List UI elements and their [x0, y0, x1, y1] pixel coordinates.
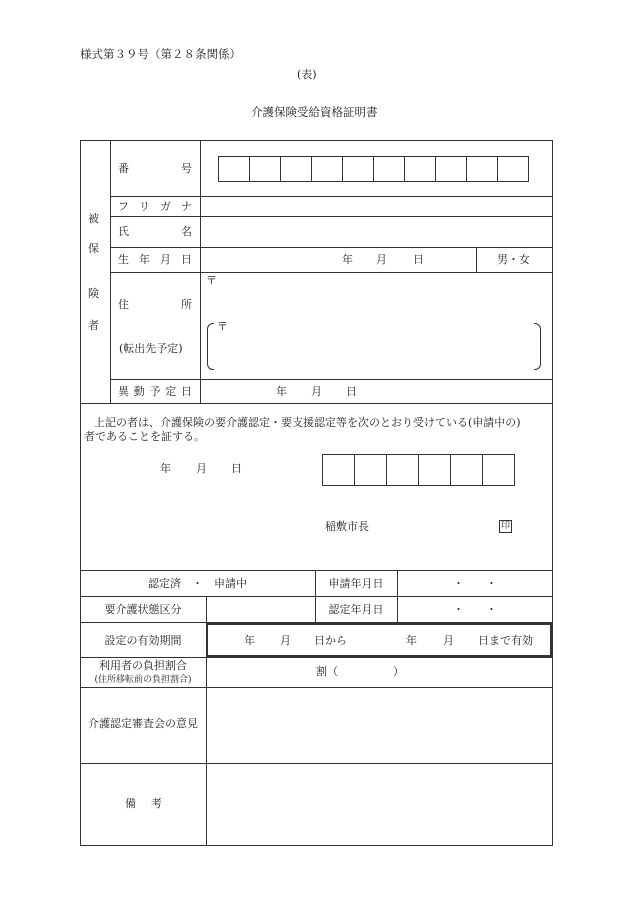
number-digit-box[interactable]: [435, 156, 467, 182]
validity-to-month: 月: [443, 634, 454, 647]
validity-label: 設定の有効期間: [104, 634, 182, 647]
address-field[interactable]: [202, 288, 551, 314]
postal-mark-transfer: 〒: [217, 320, 228, 333]
cert-day: 日: [231, 462, 242, 475]
cert-digit-box[interactable]: [386, 454, 419, 486]
number-digit-box[interactable]: [311, 156, 343, 182]
transfer-address-field[interactable]: [216, 334, 531, 368]
validity-to-year: 年: [406, 634, 417, 647]
name-field[interactable]: [202, 218, 551, 245]
remarks-label-char: 考: [151, 797, 162, 810]
burden-value[interactable]: 割（ ）: [316, 665, 404, 678]
insured-label-char: 被: [88, 212, 99, 225]
birth-month: 月: [376, 253, 387, 266]
burden-sublabel: (住所移転前の負担割合): [94, 675, 192, 685]
change-date-label: 異 動 予 定 日: [118, 385, 192, 398]
seal-stamp: 印: [500, 521, 510, 531]
number-digit-box[interactable]: [218, 156, 250, 182]
number-digit-box[interactable]: [280, 156, 312, 182]
certification-text-line1: 上記の者は、介護保険の要介護認定・要支援認定等を次のとおり受けている(申請中の): [94, 416, 521, 429]
number-label: 番 号: [118, 162, 192, 175]
birth-year: 年: [342, 253, 353, 266]
name-label: 氏 名: [118, 225, 192, 238]
number-digit-box[interactable]: [497, 156, 529, 182]
validity-to-day: 日まで有効: [478, 634, 533, 647]
form-side: (表): [297, 68, 317, 81]
number-digit-box[interactable]: [249, 156, 281, 182]
right-bracket: [534, 323, 541, 370]
remarks-field[interactable]: [208, 765, 551, 844]
cert-digit-box[interactable]: [450, 454, 483, 486]
birth-day: 日: [413, 253, 424, 266]
cert-digit-box[interactable]: [418, 454, 451, 486]
postal-mark: 〒: [206, 274, 217, 287]
left-bracket: [207, 323, 214, 370]
cert-year: 年: [160, 462, 171, 475]
change-year: 年: [276, 385, 287, 398]
certification-date-value: ・ ・: [453, 603, 497, 616]
change-day: 日: [346, 385, 357, 398]
certification-date-label: 認定年月日: [328, 603, 384, 616]
committee-opinion-label: 介護認定審査会の意見: [88, 717, 198, 730]
number-digit-box[interactable]: [342, 156, 374, 182]
number-digit-box[interactable]: [373, 156, 405, 182]
address-label: 住 所: [118, 298, 192, 311]
care-level-field[interactable]: [208, 598, 313, 620]
insured-label-char: 険: [88, 287, 99, 300]
number-digit-box[interactable]: [466, 156, 498, 182]
insured-label-char: 保: [88, 242, 99, 255]
furigana-field[interactable]: [202, 198, 551, 214]
change-month: 月: [311, 385, 322, 398]
number-digit-box[interactable]: [404, 156, 436, 182]
gender-select[interactable]: 男・女: [497, 253, 530, 266]
form-number: 様式第３９号（第２８条関係）: [80, 47, 241, 61]
cert-digit-box[interactable]: [322, 454, 355, 486]
transfer-address-label: (転出先予定): [119, 342, 183, 355]
committee-opinion-field[interactable]: [208, 689, 551, 761]
cert-digit-box[interactable]: [482, 454, 515, 486]
remarks-label-char: 備: [125, 797, 136, 810]
application-date-value: ・ ・: [453, 577, 497, 590]
furigana-label: フ リ ガ ナ: [118, 200, 192, 213]
cert-digit-box[interactable]: [354, 454, 387, 486]
insured-label-char: 者: [88, 319, 99, 332]
certification-text-line2: 者であることを証する。: [84, 430, 205, 443]
page-title: 介護保険受給資格証明書: [251, 105, 378, 119]
issuer-name: 稲敷市長: [325, 520, 369, 533]
application-date-label: 申請年月日: [328, 577, 384, 590]
validity-from-day: 日から: [314, 634, 347, 647]
validity-from-year: 年: [244, 634, 255, 647]
status-certified-pending[interactable]: 認定済 ・ 申請中: [148, 577, 247, 590]
validity-from-month: 月: [280, 634, 291, 647]
birth-date-label: 生 年 月 日: [118, 253, 192, 266]
cert-month: 月: [196, 462, 207, 475]
care-level-label: 要介護状態区分: [104, 603, 182, 616]
burden-label: 利用者の負担割合: [99, 659, 187, 672]
